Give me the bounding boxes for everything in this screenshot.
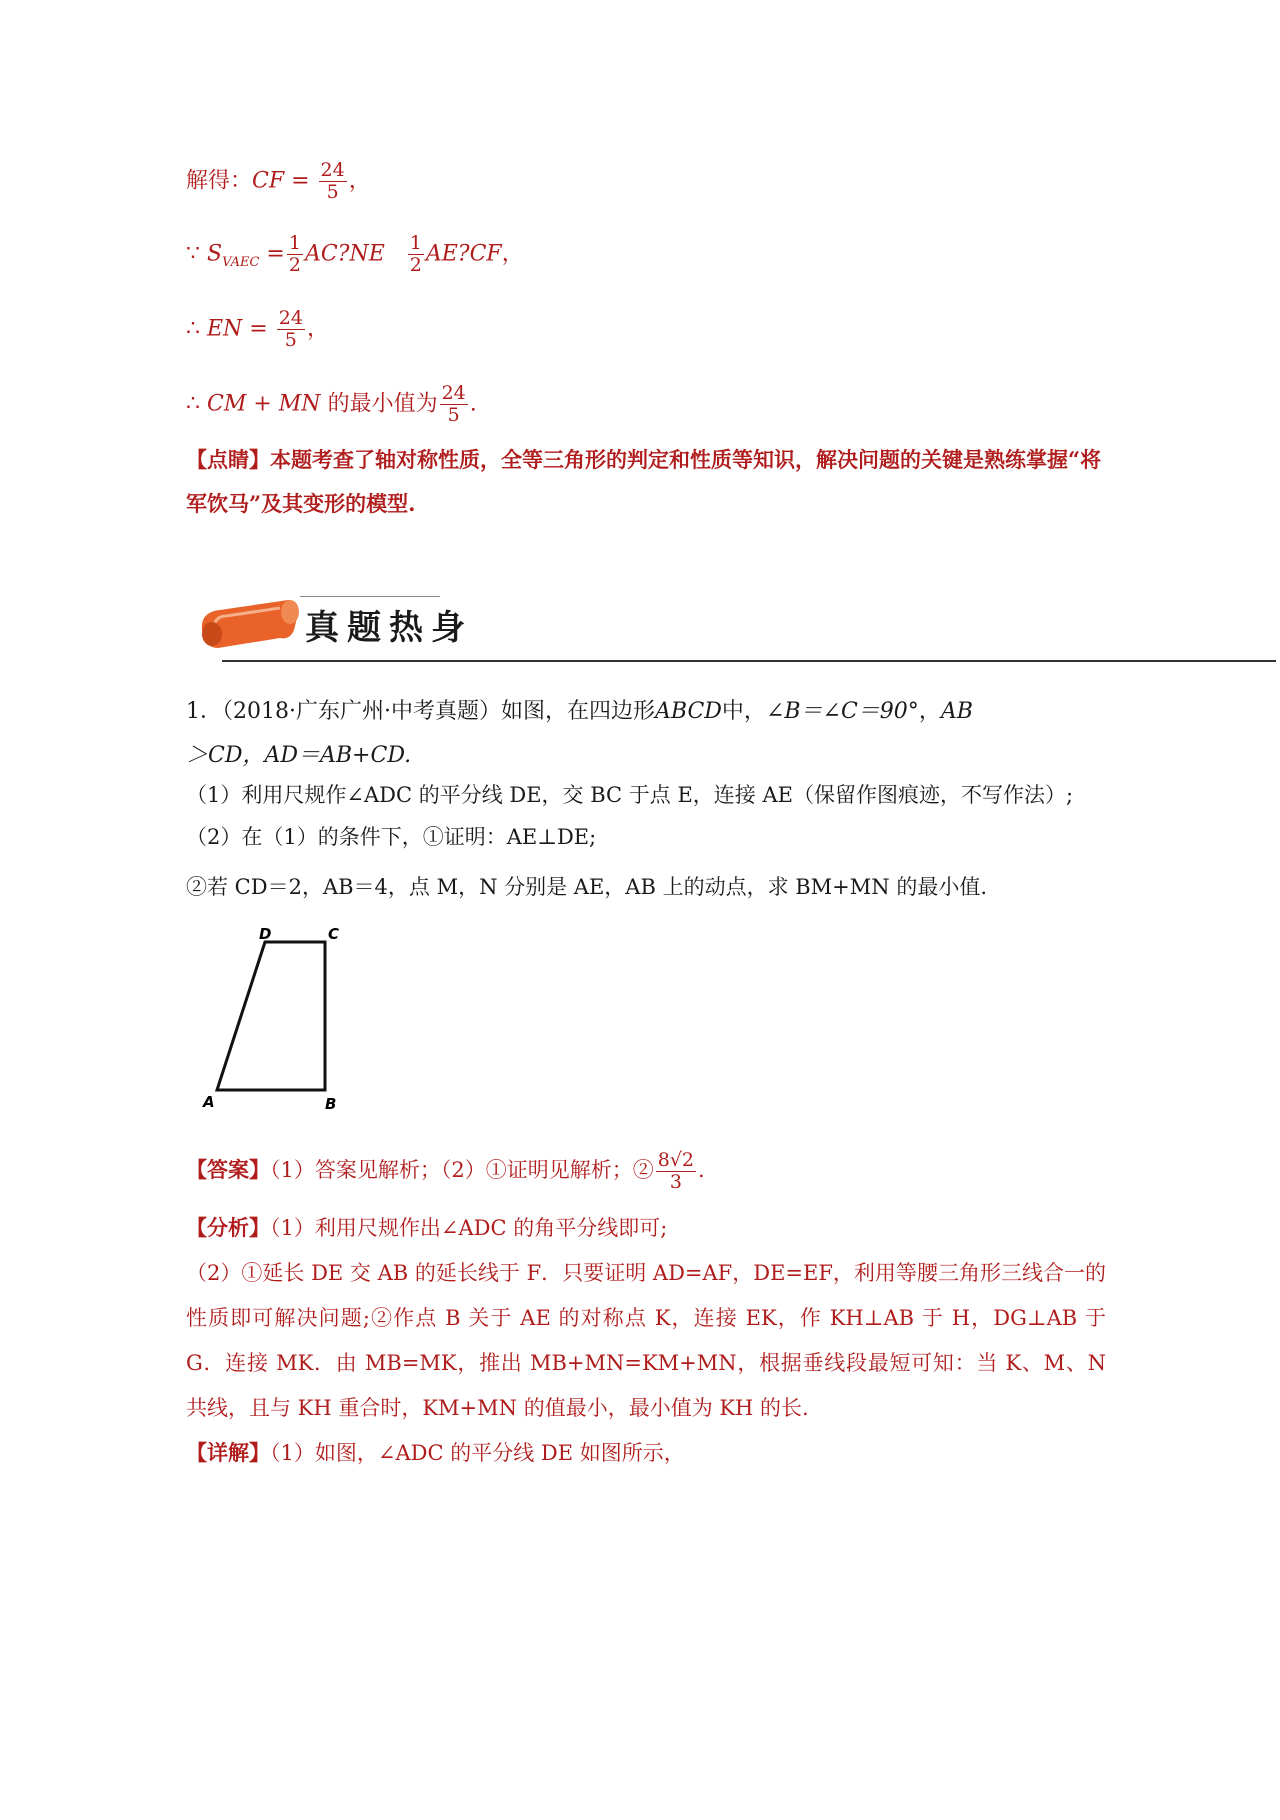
solution-line-1	[186, 160, 371, 203]
detail-line	[186, 1438, 685, 1468]
answer-tag: 【答案】	[186, 1157, 270, 1182]
analysis-line-1	[186, 1213, 667, 1243]
therefore-symbol: ∴	[186, 391, 200, 417]
problem-part-1: （1）利用尺规作∠ADC 的平分线 DE，交 BC 于点 E，连接 AE（保留作图痕迹，不写作法）;	[186, 783, 1074, 807]
therefore-symbol: ∴	[186, 316, 200, 342]
trapezoid-figure	[195, 925, 355, 1115]
problem-line1: 1．（2018·广东广州·中考真题）如图，在四边形	[186, 699, 655, 724]
solution-line-3	[186, 308, 329, 351]
comment-tag: 【点睛】	[186, 447, 270, 472]
answer-fraction	[656, 1150, 696, 1193]
problem-statement	[186, 690, 1106, 778]
because-symbol: ∵	[186, 241, 200, 267]
punct: ，	[306, 316, 329, 342]
ab-var: AB	[940, 699, 973, 724]
section-title: 真题热身	[305, 608, 473, 648]
analysis-text-1: （1）利用尺规作出∠ADC 的角平分线即可;	[270, 1216, 668, 1240]
solution-line-4	[186, 383, 477, 426]
detail-text: （1）如图，∠ADC 的平分线 DE 如图所示，	[270, 1441, 685, 1465]
detail-tag: 【详解】	[186, 1440, 270, 1465]
punct: ，	[918, 699, 941, 724]
fraction-denominator: 2	[288, 254, 301, 276]
fraction-24-5	[440, 383, 468, 426]
punct: .	[469, 391, 477, 417]
fraction-half-2	[408, 233, 424, 276]
fraction-24-5	[277, 308, 305, 351]
problem-line2: ＞CD，AD＝AB+CD.	[186, 743, 412, 768]
fraction-numerator: 8√2	[657, 1149, 695, 1171]
cm-mn-var: CM + MN	[207, 391, 321, 417]
label-c: C	[328, 925, 340, 943]
problem-part-2: （2）在（1）的条件下，①证明：AE⊥DE;	[186, 825, 597, 849]
analysis-tag: 【分析】	[186, 1215, 270, 1240]
fraction-24-5	[319, 160, 347, 203]
fraction-half-1	[287, 233, 303, 276]
quad-name: ABCD	[654, 699, 722, 724]
fraction-numerator: 1	[409, 232, 422, 254]
punct: ，	[501, 241, 524, 267]
solution-line-2	[186, 233, 524, 278]
area-symbol: S	[207, 241, 223, 267]
answer-text: （1）答案见解析；（2）①证明见解析；②	[270, 1158, 654, 1182]
scroll-banner-icon	[196, 590, 306, 656]
punct: .	[698, 1158, 705, 1182]
area-subscript: VAEC	[222, 254, 260, 270]
section-rule	[222, 660, 1276, 662]
section-rule-top	[300, 596, 440, 597]
ae-cf-term: AE?CF	[425, 241, 502, 267]
comment-text: 本题考查了轴对称性质，全等三角形的判定和性质等知识，解决问题的关键是熟练掌握“将军饮马”及其变形的模型.	[186, 447, 1102, 516]
answer-line	[186, 1150, 705, 1193]
min-value-text: 的最小值为	[327, 391, 438, 417]
problem-part-3: ②若 CD＝2，AB＝4，点 M，N 分别是 AE，AB 上的动点，求 BM+MN 的最小值.	[186, 875, 988, 899]
ac-ne-term: AC?NE	[304, 241, 385, 267]
fraction-numerator: 24	[278, 307, 303, 329]
cf-var: CF =	[252, 168, 310, 194]
analysis-paragraph: （2）①延长 DE 交 AB 的延长线于 F．只要证明 AD=AF，DE=EF，利用等腰三角形三线合一的性质即可解决问题;②作点 B 关于 AE 的对称点 K，连接 EK，作 KH⊥AB 于 H，DG⊥AB 于 G．连接 MK．由 MB=MK，推出 MB+MN=KM+MN，根据垂线段最短可知：当 K、M、N 共线，且与 KH 重合时，KM+MN 的值最小，最小值为 KH 的长.	[186, 1261, 1106, 1420]
trapezoid-abcd	[217, 942, 325, 1090]
fraction-denominator: 5	[284, 329, 297, 351]
angle-equality: ∠B＝∠C＝90°	[765, 699, 919, 724]
fraction-numerator: 1	[288, 232, 301, 254]
fraction-denominator: 2	[409, 254, 422, 276]
problem-line1b: 中，	[721, 699, 766, 724]
fraction-denominator: 5	[447, 404, 460, 426]
punct: ，	[348, 168, 371, 194]
label-a: A	[203, 1093, 215, 1111]
label-d: D	[259, 925, 272, 943]
fraction-numerator: 24	[441, 382, 466, 404]
fraction-denominator: 3	[669, 1171, 682, 1193]
fraction-numerator: 24	[320, 159, 345, 181]
fraction-denominator: 5	[326, 181, 339, 203]
solve-label: 解得：	[186, 168, 253, 194]
label-b: B	[325, 1095, 337, 1113]
equals: =	[266, 241, 285, 267]
comment-block	[186, 438, 1106, 526]
en-var: EN =	[207, 316, 268, 342]
